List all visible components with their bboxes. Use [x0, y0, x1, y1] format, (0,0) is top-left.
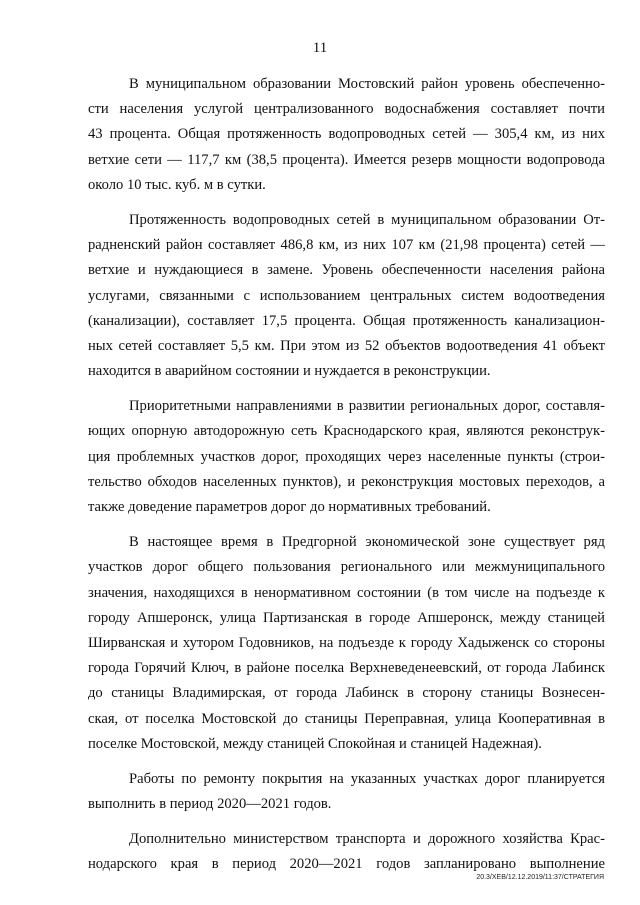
text-line: городу Апшеронск, улица Партизанская в городе Апшеронск, между станицей [88, 609, 605, 626]
text-line: 43 процента. Общая протяженность водопроводных сетей — 305,4 км, из них [88, 126, 605, 143]
paragraph-road-sections [88, 530, 605, 757]
text-line: сти населения услугой централизованного водоснабжения составляет почти [88, 101, 605, 118]
text-line: радненский район составляет 486,8 км, из них 107 км (21,98 процента) сетей — [88, 237, 605, 254]
text-line: ция проблемных участков дорог, проходящих через населенные пункты (строи- [88, 448, 605, 465]
document-footer-code: 20.3/ХЕВ/12.12.2019/11:37/СТРАТЕГИЯ [476, 874, 604, 881]
text-line: В настоящее время в Предгорной экономической зоне существует ряд [129, 534, 605, 551]
text-line: (канализации), составляет 17,5 процента. Общая протяженность канализацион- [88, 312, 605, 329]
text-line: также доведение параметров дорог до нормативных требований. [88, 499, 491, 515]
text-line: Дополнительно министерством транспорта и дорожного хозяйства Крас- [129, 831, 605, 848]
text-line: Работы по ремонту покрытия на указанных участках дорог планируется [129, 770, 605, 787]
page-number: 11 [312, 40, 328, 56]
text-line: находится в аварийном состоянии и нуждается в реконструкции. [88, 363, 491, 380]
text-line: значения, находящихся в ненормативном состоянии (в том числе на подъезде к [88, 584, 605, 601]
text-line: ветхие сети — 117,7 км (38,5 процента). Имеется резерв мощности водопровода [88, 151, 605, 168]
paragraph-road-priorities [88, 394, 605, 520]
text-line: поселке Мостовской, между станицей Спокойная и станицей Надежная). [88, 735, 542, 752]
text-line: Протяженность водопроводных сетей в муниципальном образовании От- [129, 211, 605, 228]
text-line: ющих опорную автодорожную сеть Краснодарского края, являются реконструк- [88, 423, 605, 440]
paragraph-repair-works [88, 767, 605, 817]
text-line: около 10 тыс. куб. м в сутки. [88, 176, 266, 193]
text-line: участков дорог общего пользования регионального или межмуниципального [88, 559, 605, 576]
paragraph-water-supply-mostovsky [88, 72, 605, 198]
text-line: ных сетей составляет 5,5 км. При этом из 52 объектов водоотведения 41 объект [88, 337, 605, 354]
text-line: В муниципальном образовании Мостовский район уровень обеспеченно- [129, 76, 605, 92]
text-line: выполнить в период 2020—2021 годов. [88, 796, 332, 813]
text-line: ская, от поселка Мостовской до станицы Переправная, улица Кооперативная в [88, 710, 605, 727]
text-line: Ширванская и хутором Годовников, на подъезде к городу Хадыженск со стороны [88, 634, 605, 651]
text-line: города Горячий Ключ, в районе поселка Верхневеденеевский, от города Лабинск [88, 660, 605, 677]
text-line: до станицы Владимирская, от города Лабинск в сторону станицы Вознесен- [88, 685, 605, 702]
text-line: нодарского края в период 2020—2021 годов запланировано выполнение [88, 856, 605, 873]
text-line: ветхие и нуждающиеся в замене. Уровень обеспеченности населения района [88, 262, 605, 279]
text-line: Приоритетными направлениями в развитии региональных дорог, составля- [129, 398, 605, 415]
paragraph-water-supply-otradnensky [88, 208, 605, 384]
paragraph-additional-works [88, 827, 605, 877]
text-line: услугами, связанными с использованием центральных систем водоотведения [88, 287, 605, 304]
document-body [88, 72, 605, 888]
text-line: тельство обходов населенных пунктов), и реконструкция мостовых переходов, а [88, 473, 605, 490]
